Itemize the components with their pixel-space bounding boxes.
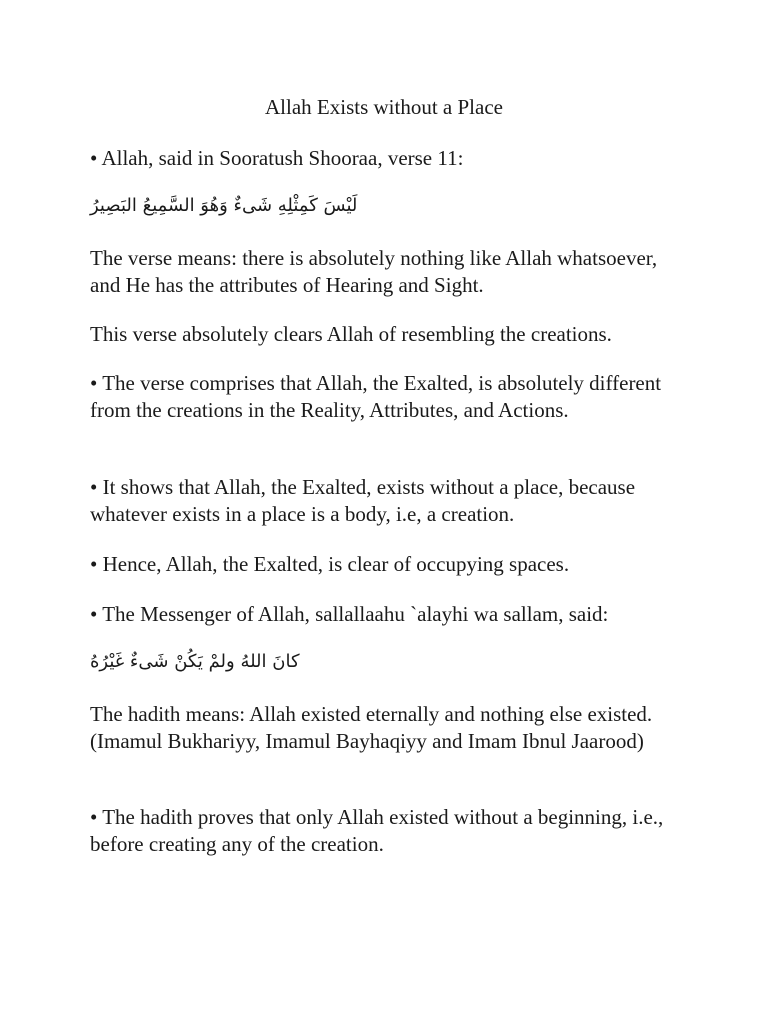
paragraph-verse-meaning: The verse means: there is absolutely nothing like Allah whatsoever, and He has the attributes of Hearing and Sight. [90,246,658,297]
paragraph-verse-comprises: • The verse comprises that Allah, the Exalted, is absolutely different from the creations in the Reality, Attributes, and Actions. [90,371,662,422]
paragraph-verse-clears: This verse absolutely clears Allah of resembling the creations. [90,322,612,346]
arabic-hadith: كانَ اللهُ ولمْ يَكُنْ شَىءٌ غَيْرُهُ [90,651,300,672]
page-title: Allah Exists without a Place [265,95,503,119]
paragraph-hadith-meaning: The hadith means: Allah existed eternally and nothing else existed. (Imamul Bukhariyy, Imamul Bayhaqiyy and Imam Ibnul Jaarood) [90,702,653,753]
paragraph-without-place: • It shows that Allah, the Exalted, exists without a place, because whatever exists in a place is a body, i.e, a creation. [90,475,636,526]
paragraph-occupying-spaces: • Hence, Allah, the Exalted, is clear of occupying spaces. [90,552,570,576]
paragraph-messenger-said: • The Messenger of Allah, sallallaahu `alayhi wa sallam, said: [90,602,609,626]
paragraph-hadith-proves: • The hadith proves that only Allah existed without a beginning, i.e., before creating any of the creation. [90,805,664,856]
arabic-verse: لَيْسَ كَمِثْلِهِ شَىءٌ وَهُوَ السَّمِيعُ البَصِيرُ [90,195,358,216]
paragraph-verse-intro: • Allah, said in Sooratush Shooraa, verse 11: [90,146,464,170]
